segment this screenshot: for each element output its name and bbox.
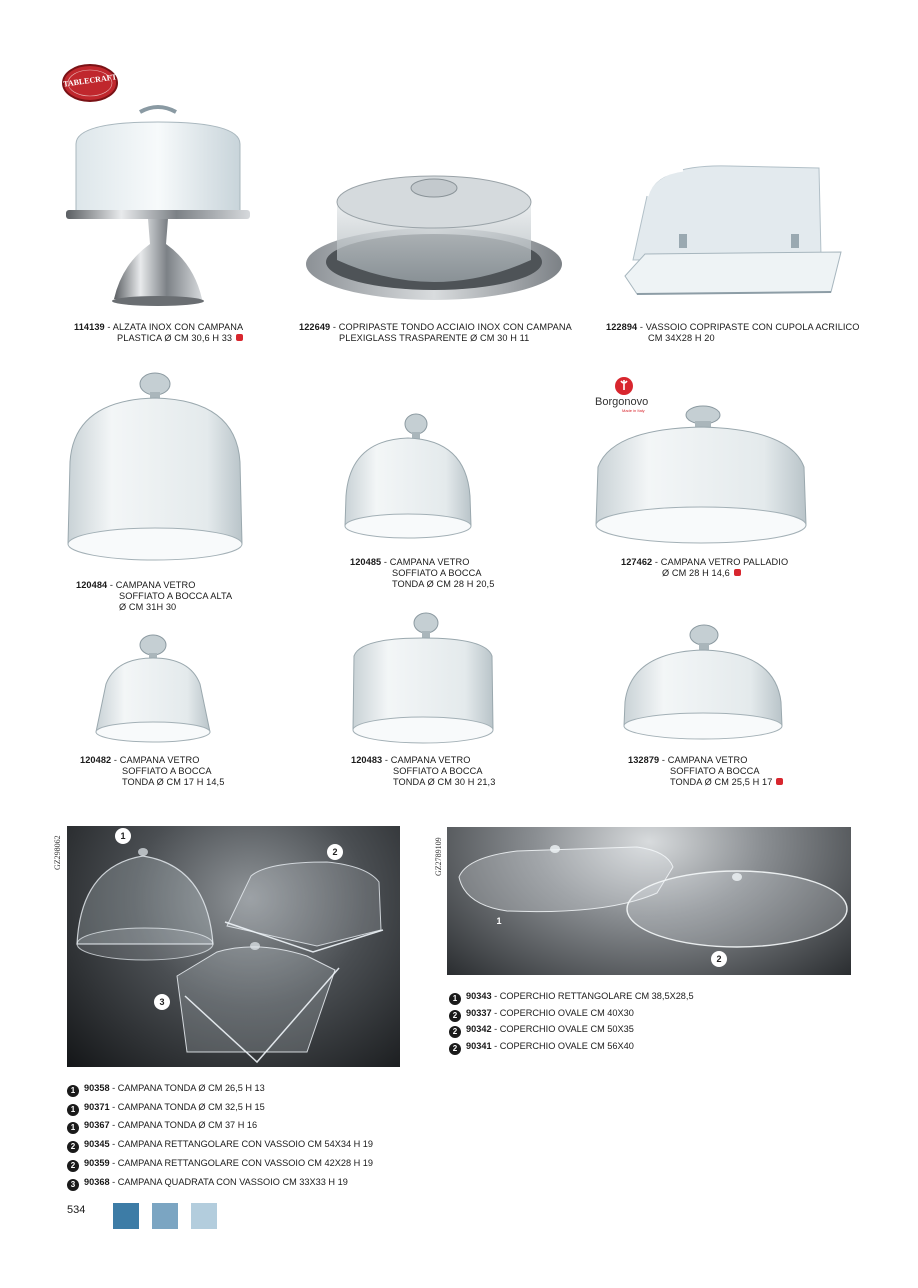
product-desc-line2: SOFFIATO A BOCCA	[122, 766, 212, 776]
photo-number-1: 1	[496, 916, 502, 926]
product-image-bell-palladio	[592, 405, 810, 547]
color-swatch-light	[191, 1203, 217, 1229]
product-desc-line1: CAMPANA VETRO	[119, 755, 200, 765]
caption-120482: 120482 - CAMPANA VETRO SOFFIATO A BOCCA TONDA Ø CM 17 H 14,5	[80, 755, 225, 787]
photo-number-2: 2	[327, 844, 343, 860]
photo-code-left: GZ298062	[53, 835, 62, 870]
caption-122894: 122894 - VASSOIO COPRIPASTE CON CUPOLA ACRILICO CM 34X28 H 20	[606, 322, 860, 343]
product-desc-line2: SOFFIATO A BOCCA	[393, 766, 483, 776]
product-desc-line2: SOFFIATO A BOCCA ALTA	[119, 591, 233, 601]
product-image-bell-small	[92, 634, 214, 746]
number-badge-icon: 1	[67, 1122, 79, 1134]
caption-120485: 120485 - CAMPANA VETRO SOFFIATO A BOCCA TONDA Ø CM 28 H 20,5	[350, 557, 495, 589]
caption-120483: 120483 - CAMPANA VETRO SOFFIATO A BOCCA TONDA Ø CM 30 H 21,3	[351, 755, 496, 787]
product-desc-line2: PLEXIGLASS TRASPARENTE Ø CM 30 H 11	[339, 333, 530, 343]
photo-number-2: 2	[711, 951, 727, 967]
product-desc-line1: COPRIPASTE TONDO ACCIAIO INOX CON CAMPANA	[338, 322, 572, 332]
product-desc: CAMPANA RETTANGOLARE CON VASSOIO CM 54X34 H 19	[117, 1139, 374, 1149]
photo-covers-set-left	[67, 826, 400, 1067]
number-badge-icon: 1	[449, 993, 461, 1005]
product-code: 90368	[84, 1177, 110, 1187]
product-image-round-cover	[303, 164, 565, 304]
number-badge-icon: 1	[67, 1085, 79, 1097]
list-item: 2 90341 - COPERCHIO OVALE CM 56X40	[449, 1040, 634, 1055]
product-desc: CAMPANA RETTANGOLARE CON VASSOIO CM 42X28 H 19	[117, 1158, 374, 1168]
number-badge-icon: 2	[449, 1010, 461, 1022]
product-image-bell-tall	[64, 372, 246, 570]
product-image-acrylic-tray	[623, 160, 845, 308]
list-item: 2 90342 - COPERCHIO OVALE CM 50X35	[449, 1023, 634, 1038]
caption-120484: 120484 - CAMPANA VETRO SOFFIATO A BOCCA ALTA Ø CM 31H 30	[76, 580, 233, 612]
red-marker-icon	[776, 778, 783, 785]
product-code: 120482	[80, 755, 112, 765]
product-code: 90343	[466, 991, 492, 1001]
product-image-bell-wide	[350, 612, 496, 748]
number-badge-icon: 2	[67, 1141, 79, 1153]
caption-132879: 132879 - CAMPANA VETRO SOFFIATO A BOCCA TONDA Ø CM 25,5 H 17	[628, 755, 783, 788]
product-desc-line2: PLASTICA Ø CM 30,6 H 33	[117, 333, 233, 343]
product-desc: CAMPANA TONDA Ø CM 26,5 H 13	[117, 1083, 265, 1093]
list-item: 2 90359 - CAMPANA RETTANGOLARE CON VASSOIO CM 42X28 H 19	[67, 1157, 373, 1172]
product-image-bell-round	[621, 624, 785, 746]
list-item: 2 90345 - CAMPANA RETTANGOLARE CON VASSOIO CM 54X34 H 19	[67, 1138, 373, 1153]
color-swatch-dark	[113, 1203, 139, 1229]
product-desc: CAMPANA TONDA Ø CM 32,5 H 15	[117, 1102, 265, 1112]
photo-code-right: GZ2789109	[434, 837, 443, 876]
product-image-cake-stand	[62, 104, 254, 309]
tablecraft-logo	[61, 63, 119, 103]
borgonovo-logo-text: Borgonovo	[595, 396, 649, 408]
product-desc-line1: VASSOIO COPRIPASTE CON CUPOLA ACRILICO	[645, 322, 860, 332]
product-desc-line1: CAMPANA VETRO	[667, 755, 748, 765]
product-desc-line2: CM 34X28 H 20	[648, 333, 715, 343]
number-badge-icon: 1	[67, 1104, 79, 1116]
number-badge-icon: 2	[67, 1160, 79, 1172]
product-code: 90367	[84, 1120, 110, 1130]
product-code: 120485	[350, 557, 382, 567]
list-item: 1 90371 - CAMPANA TONDA Ø CM 32,5 H 15	[67, 1101, 265, 1116]
product-desc: COPERCHIO OVALE CM 40X30	[499, 1008, 634, 1018]
product-desc-line3: Ø CM 31H 30	[119, 602, 177, 612]
list-item: 1 90367 - CAMPANA TONDA Ø CM 37 H 16	[67, 1119, 257, 1134]
product-desc-line3: TONDA Ø CM 25,5 H 17	[670, 777, 773, 787]
red-marker-icon	[734, 569, 741, 576]
tablecraft-logo-text: TABLECRAFT	[62, 72, 118, 89]
product-desc-line3: TONDA Ø CM 17 H 14,5	[122, 777, 225, 787]
product-desc-line3: TONDA Ø CM 28 H 20,5	[392, 579, 495, 589]
product-desc-line2: SOFFIATO A BOCCA	[392, 568, 482, 578]
product-code: 90337	[466, 1008, 492, 1018]
list-item: 1 90358 - CAMPANA TONDA Ø CM 26,5 H 13	[67, 1082, 265, 1097]
product-code: 127462	[621, 557, 653, 567]
product-desc-line1: CAMPANA VETRO	[389, 557, 470, 567]
product-code: 122649	[299, 322, 331, 332]
red-marker-icon	[236, 334, 243, 341]
product-code: 90358	[84, 1083, 110, 1093]
number-badge-icon: 2	[449, 1043, 461, 1055]
product-desc: COPERCHIO OVALE CM 50X35	[499, 1024, 634, 1034]
product-desc: COPERCHIO RETTANGOLARE CM 38,5X28,5	[499, 991, 694, 1001]
number-badge-icon: 2	[449, 1026, 461, 1038]
product-code: 90342	[466, 1024, 492, 1034]
color-swatch-medium	[152, 1203, 178, 1229]
list-item: 3 90368 - CAMPANA QUADRATA CON VASSOIO CM 33X33 H 19	[67, 1176, 348, 1191]
product-desc: CAMPANA QUADRATA CON VASSOIO CM 33X33 H 19	[117, 1177, 348, 1187]
product-code: 120483	[351, 755, 383, 765]
product-code: 90371	[84, 1102, 110, 1112]
product-desc-line2: SOFFIATO A BOCCA	[670, 766, 760, 776]
product-code: 114139	[74, 322, 105, 332]
caption-114139: 114139 - ALZATA INOX CON CAMPANA PLASTICA Ø CM 30,6 H 33	[74, 322, 244, 343]
product-desc-line3: TONDA Ø CM 30 H 21,3	[393, 777, 496, 787]
product-desc-line1: CAMPANA VETRO PALLADIO	[660, 557, 789, 567]
caption-127462: 127462 - CAMPANA VETRO PALLADIO Ø CM 28 H 14,6	[621, 557, 789, 578]
product-code: 132879	[628, 755, 660, 765]
product-desc-line1: ALZATA INOX CON CAMPANA	[112, 322, 244, 332]
product-code: 90345	[84, 1139, 110, 1149]
product-code: 90359	[84, 1158, 110, 1168]
list-item: 2 90337 - COPERCHIO OVALE CM 40X30	[449, 1007, 634, 1022]
product-desc-line1: CAMPANA VETRO	[390, 755, 471, 765]
list-item: 1 90343 - COPERCHIO RETTANGOLARE CM 38,5X28,5	[449, 990, 694, 1005]
photo-number-3: 3	[154, 994, 170, 1010]
product-desc: CAMPANA TONDA Ø CM 37 H 16	[117, 1120, 258, 1130]
borgonovo-tagline: Made in Italy	[622, 408, 645, 413]
product-code: 90341	[466, 1041, 492, 1051]
photo-number-1: 1	[115, 828, 131, 844]
page-number: 534	[67, 1204, 86, 1216]
product-image-bell-medium	[342, 412, 474, 546]
product-code: 122894	[606, 322, 638, 332]
product-desc-line2: Ø CM 28 H 14,6	[662, 568, 730, 578]
product-desc-line1: CAMPANA VETRO	[115, 580, 196, 590]
caption-122649: 122649 - COPRIPASTE TONDO ACCIAIO INOX CON CAMPANA PLEXIGLASS TRASPARENTE Ø CM 30 H 11	[299, 322, 572, 343]
product-desc: COPERCHIO OVALE CM 56X40	[499, 1041, 634, 1051]
number-badge-icon: 3	[67, 1179, 79, 1191]
product-code: 120484	[76, 580, 108, 590]
photo-covers-set-right	[447, 827, 851, 975]
